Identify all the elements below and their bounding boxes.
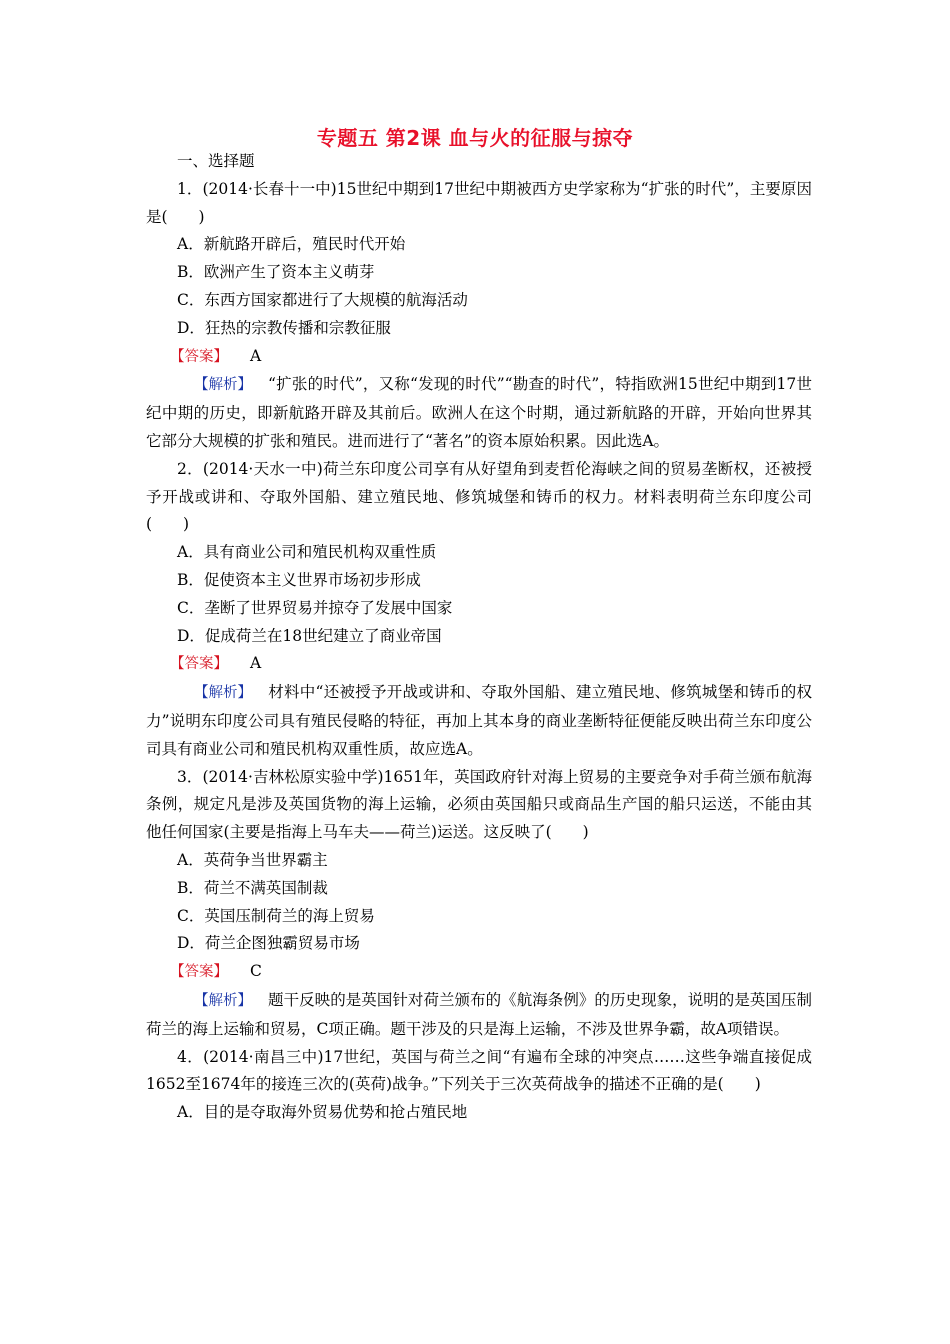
- analysis-text: “扩张的时代”，又称“发现的时代”“勘查的时代”，特指欧洲15世纪中期到17世纪中期的历史，即新航路开辟及其前后。欧洲人在这个时期，通过新航路的开辟，开始向世界其它部分大规模的扩张和殖民。进而进行了“著名”的资本原始积累。因此选A。: [146, 375, 812, 450]
- analysis-row: [146, 371, 812, 455]
- section-heading: 一、选择题: [177, 152, 255, 170]
- question-2: [146, 456, 812, 764]
- question-4: [146, 1044, 812, 1127]
- option-b: B．荷兰不满英国制裁: [177, 878, 328, 897]
- analysis-row: [146, 679, 812, 763]
- option-a: A．英荷争当世界霸主: [177, 850, 328, 869]
- analysis-tag: 【解析】: [194, 992, 252, 1009]
- option-b: B．促使资本主义世界市场初步形成: [177, 570, 421, 589]
- question-stem: 4．(2014·南昌三中)17世纪，英国与荷兰之间“有遍布全球的冲突点……这些争端直接促成1652至1674年的接连三次的(英荷)战争。”下列关于三次英荷战争的描述不正确的是( ): [146, 1047, 812, 1094]
- option-a: A．新航路开辟后，殖民时代开始: [177, 235, 406, 254]
- answer-value: A: [250, 346, 262, 365]
- answer-tag: 【答案】: [170, 964, 228, 981]
- answer-tag: 【答案】: [170, 348, 228, 365]
- option-a: A．目的是夺取海外贸易优势和抢占殖民地: [177, 1103, 468, 1122]
- document-body: [146, 148, 812, 1127]
- answer-tag: 【答案】: [170, 656, 228, 673]
- page-title: 专题五 第2课 血与火的征服与掠夺: [316, 126, 634, 150]
- option-d: D．狂热的宗教传播和宗教征服: [177, 318, 391, 337]
- analysis-row: [146, 987, 812, 1044]
- answer-row: [146, 650, 812, 679]
- option-c: C．英国压制荷兰的海上贸易: [177, 906, 375, 925]
- option-c: C．东西方国家都进行了大规模的航海活动: [177, 290, 468, 309]
- question-1: [146, 176, 812, 456]
- option-d: D．荷兰企图独霸贸易市场: [177, 934, 360, 953]
- analysis-text: 材料中“还被授予开战或讲和、夺取外国船、建立殖民地、修筑城堡和铸币的权力”说明东印度公司具有殖民侵略的特征，再加上其本身的商业垄断特征便能反映出荷兰东印度公司具有商业公司和殖民机构双重性质，故应选A。: [146, 683, 812, 758]
- option-d: D．促成荷兰在18世纪建立了商业帝国: [177, 626, 442, 645]
- answer-value: A: [250, 654, 262, 673]
- question-stem: 2．(2014·天水一中)荷兰东印度公司享有从好望角到麦哲伦海峡之间的贸易垄断权，还被授予开战或讲和、夺取外国船、建立殖民地、修筑城堡和铸币的权力。材料表明荷兰东印度公司( ): [146, 459, 812, 534]
- answer-value: C: [250, 962, 262, 981]
- answer-row: [146, 958, 812, 987]
- option-b: B．欧洲产生了资本主义萌芽: [177, 263, 375, 282]
- option-a: A．具有商业公司和殖民机构双重性质: [177, 543, 437, 562]
- analysis-text: 题干反映的是英国针对荷兰颁布的《航海条例》的历史现象，说明的是英国压制荷兰的海上运输和贸易，C项正确。题干涉及的只是海上运输，不涉及世界争霸，故A项错误。: [146, 990, 812, 1038]
- option-c: C．垄断了世界贸易并掠夺了发展中国家: [177, 598, 453, 617]
- question-stem: 1．(2014·长春十一中)15世纪中期到17世纪中期被西方史学家称为“扩张的时代”，主要原因是( ): [146, 179, 812, 226]
- answer-row: [146, 343, 812, 372]
- analysis-tag: 【解析】: [194, 377, 252, 394]
- analysis-tag: 【解析】: [194, 685, 252, 702]
- question-3: [146, 764, 812, 1044]
- question-stem: 3．(2014·吉林松原实验中学)1651年，英国政府针对海上贸易的主要竞争对手荷兰颁布航海条例，规定凡是涉及英国货物的海上运输，必须由英国船只或商品生产国的船只运送，不能由其他任何国家(主要是指海上马车夫——荷兰)运送。这反映了( ): [146, 767, 812, 842]
